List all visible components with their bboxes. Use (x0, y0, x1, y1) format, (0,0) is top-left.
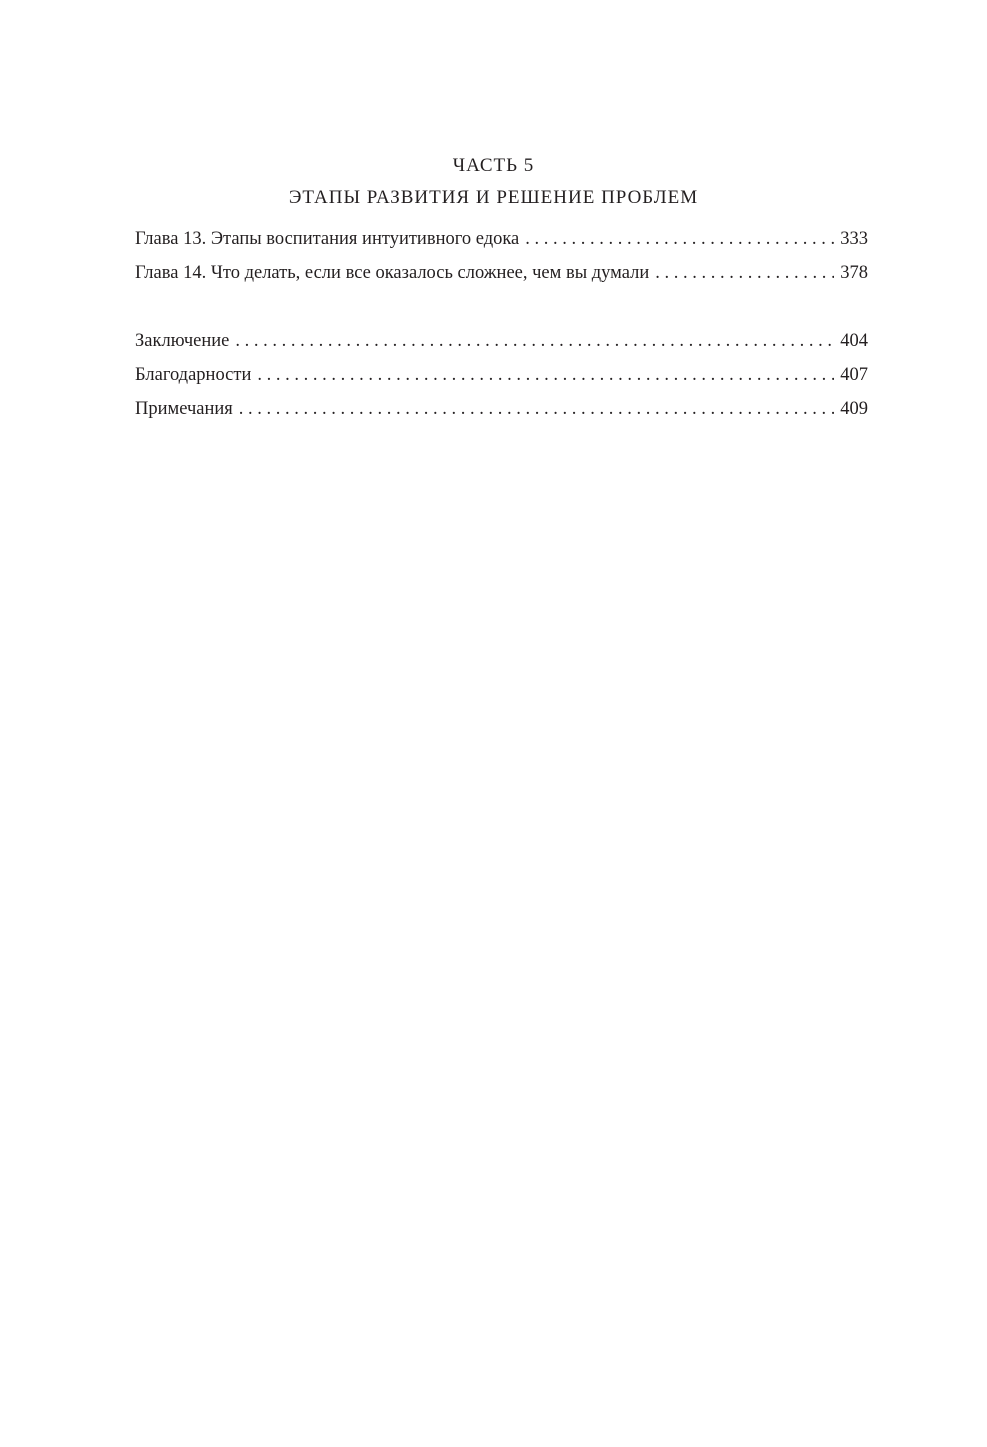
toc-entry-title: Глава 14. Что делать, если все оказалось сложнее, чем вы думали (135, 263, 650, 283)
toc-entry-title: Примечания (135, 399, 233, 419)
dot-leader (239, 397, 834, 421)
dot-leader (525, 227, 834, 251)
toc-entry-title: Благодарности (135, 365, 252, 385)
dot-leader (235, 329, 834, 353)
dot-leader (257, 363, 834, 387)
part-number: ЧАСТЬ 5 (452, 155, 535, 176)
toc-entry-page: 404 (840, 331, 868, 351)
toc-entry-conclusion (135, 329, 868, 353)
toc-entry-page: 333 (840, 229, 868, 249)
toc-entry-page: 409 (840, 399, 868, 419)
toc-entry-title: Заключение (135, 331, 230, 351)
toc-entry-page: 378 (840, 263, 868, 283)
toc-entry-chapter-13 (135, 227, 868, 251)
toc-entry-chapter-14 (135, 261, 868, 285)
dot-leader (655, 261, 834, 285)
toc-entry-title: Глава 13. Этапы воспитания интуитивного едока (135, 229, 520, 249)
toc-entry-acknowledgements (135, 363, 868, 387)
part-title: ЭТАПЫ РАЗВИТИЯ И РЕШЕНИЕ ПРОБЛЕМ (288, 187, 699, 208)
toc-entry-page: 407 (840, 365, 868, 385)
toc-entry-notes (135, 397, 868, 421)
